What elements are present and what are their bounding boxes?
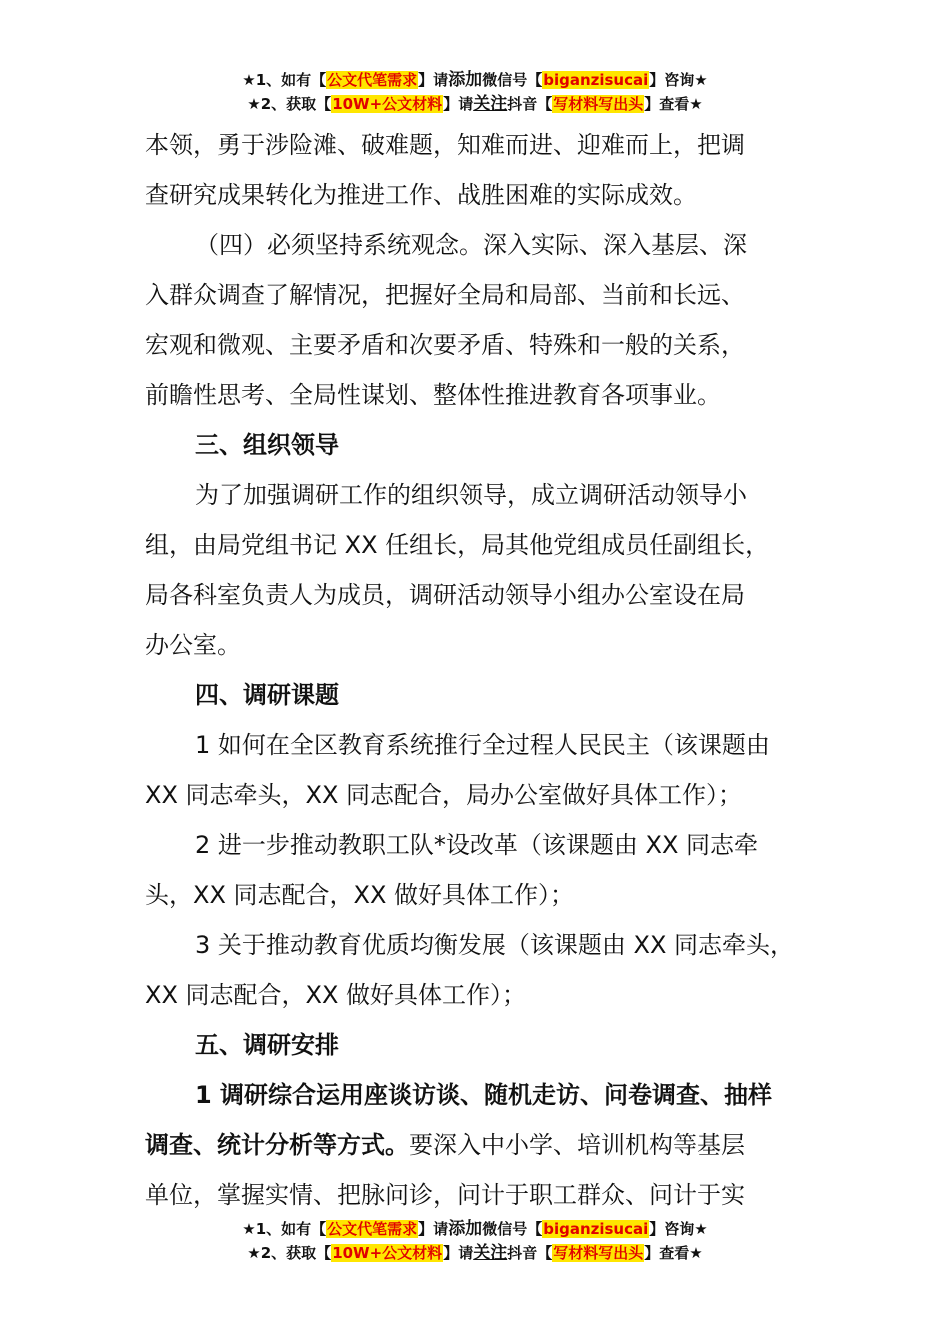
promo-text: 关注 [473, 94, 508, 114]
promo-text: 抖音【 [507, 1244, 553, 1262]
body-text: 要深入中小学、培训机构等基层 [409, 1131, 745, 1159]
document-body [145, 120, 835, 1220]
paragraph-line: 宏观和微观、主要矛盾和次要矛盾、特殊和一般的关系， [145, 331, 745, 359]
promo-text: 关注 [473, 1243, 508, 1263]
promo-text: ★2、获取【 [247, 95, 332, 113]
section-heading: 四、调研课题 [195, 681, 339, 709]
paragraph-line: 为了加强调研工作的组织领导，成立调研活动领导小 [195, 481, 747, 509]
paragraph-line: 入群众调查了解情况，把握好全局和局部、当前和长远、 [145, 281, 745, 309]
promo-highlight: 10W+公文材料 [332, 1244, 443, 1262]
paragraph-line: 组，由局党组书记 XX 任组长，局其他党组成员任副组长， [145, 531, 770, 559]
promo-wechat-id: biganzisucai [543, 1220, 649, 1238]
promo-banner-top [0, 68, 950, 116]
promo-text: 】查看★ [644, 1244, 703, 1262]
promo-highlight: 10W+公文材料 [332, 95, 443, 113]
bold-text: 调查、统计分析等方式。 [145, 1131, 409, 1159]
paragraph-line: 本领，勇于涉险滩、破难题，知难而进、迎难而上，把调 [145, 131, 745, 159]
promo-text: ★1、如有【 [242, 1220, 327, 1238]
section-heading: 三、组织领导 [195, 431, 339, 459]
promo-banner-bottom [0, 1217, 950, 1265]
paragraph-line: 办公室。 [145, 631, 241, 659]
section-heading: 五、调研安排 [195, 1031, 339, 1059]
promo-wechat-id: biganzisucai [543, 71, 649, 89]
promo-text: 】请 [418, 1220, 449, 1238]
promo-text: 】请 [418, 71, 449, 89]
paragraph-line: 1 调研综合运用座谈访谈、随机走访、问卷调查、抽样 [195, 1081, 773, 1109]
promo-text: 】咨询★ [649, 71, 708, 89]
promo-line-1 [0, 68, 950, 92]
promo-text: 】请 [443, 95, 474, 113]
promo-text: 】查看★ [644, 95, 703, 113]
paragraph-line [145, 1120, 835, 1170]
promo-highlight: 公文代笔需求 [327, 1220, 418, 1238]
promo-douyin-id: 写材料写出头 [553, 1244, 644, 1262]
promo-text: 添加 [448, 1219, 483, 1239]
paragraph-line: 3 关于推动教育优质均衡发展（该课题由 XX 同志牵头， [195, 931, 795, 959]
paragraph-line: XX 同志牵头，XX 同志配合，局办公室做好具体工作）； [145, 781, 743, 809]
promo-line-2 [0, 92, 950, 116]
paragraph-line: 头，XX 同志配合，XX 做好具体工作）； [145, 881, 575, 909]
paragraph-line: XX 同志配合，XX 做好具体工作）； [145, 981, 527, 1009]
paragraph-line: 局各科室负责人为成员，调研活动领导小组办公室设在局 [145, 581, 745, 609]
promo-text: 微信号【 [482, 71, 543, 89]
promo-text: 微信号【 [482, 1220, 543, 1238]
promo-text: 抖音【 [507, 95, 553, 113]
paragraph-line: 1 如何在全区教育系统推行全过程人民民主（该课题由 [195, 731, 770, 759]
promo-highlight: 公文代笔需求 [327, 71, 418, 89]
paragraph-line: 查研究成果转化为推进工作、战胜困难的实际成效。 [145, 181, 697, 209]
promo-text: 】咨询★ [649, 1220, 708, 1238]
paragraph-line: 单位，掌握实情、把脉问诊，问计于职工群众、问计于实 [145, 1181, 745, 1209]
promo-text: ★2、获取【 [247, 1244, 332, 1262]
paragraph-line: （四）必须坚持系统观念。深入实际、深入基层、深 [195, 231, 747, 259]
paragraph-line: 前瞻性思考、全局性谋划、整体性推进教育各项事业。 [145, 381, 721, 409]
promo-text: 添加 [448, 70, 483, 90]
promo-douyin-id: 写材料写出头 [553, 95, 644, 113]
promo-text: 】请 [443, 1244, 474, 1262]
promo-text: ★1、如有【 [242, 71, 327, 89]
promo-line-1 [0, 1217, 950, 1241]
paragraph-line: 2 进一步推动教职工队*设改革（该课题由 XX 同志牵 [195, 831, 759, 859]
promo-line-2 [0, 1241, 950, 1265]
